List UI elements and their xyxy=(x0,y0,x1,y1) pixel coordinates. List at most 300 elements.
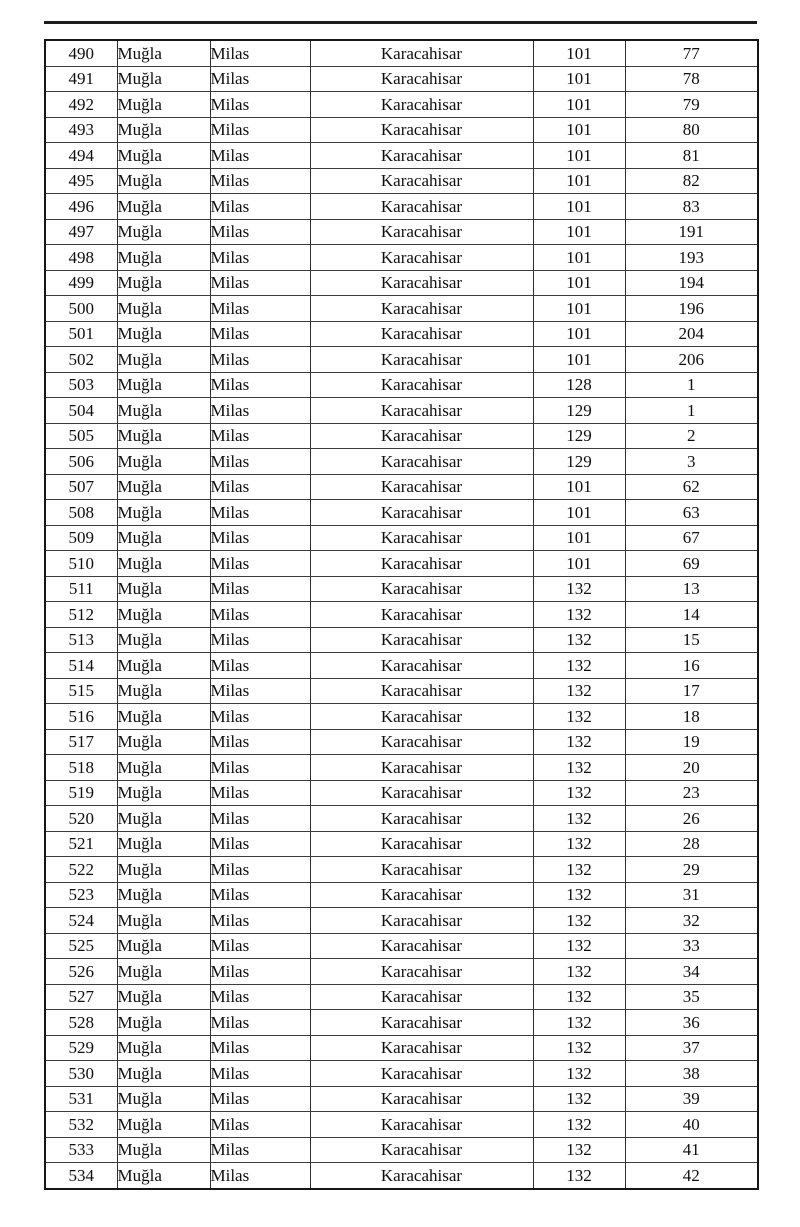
cell-district: Milas xyxy=(210,270,310,296)
cell-province: Muğla xyxy=(117,296,210,322)
cell-village: Karacahisar xyxy=(310,321,533,347)
cell-row-number: 493 xyxy=(45,117,117,143)
cell-province: Muğla xyxy=(117,627,210,653)
table-row xyxy=(45,194,758,220)
cell-province: Muğla xyxy=(117,1137,210,1163)
cell-village: Karacahisar xyxy=(310,423,533,449)
cell-district: Milas xyxy=(210,755,310,781)
cell-row-number: 513 xyxy=(45,627,117,653)
cell-parcel-number: 18 xyxy=(625,704,758,730)
cell-village: Karacahisar xyxy=(310,933,533,959)
cell-village: Karacahisar xyxy=(310,500,533,526)
cell-row-number: 508 xyxy=(45,500,117,526)
cell-district: Milas xyxy=(210,296,310,322)
cell-row-number: 528 xyxy=(45,1010,117,1036)
cell-block-number: 132 xyxy=(533,755,625,781)
cell-block-number: 132 xyxy=(533,933,625,959)
cell-province: Muğla xyxy=(117,194,210,220)
cell-province: Muğla xyxy=(117,449,210,475)
cell-district: Milas xyxy=(210,1061,310,1087)
cell-province: Muğla xyxy=(117,347,210,373)
cell-parcel-number: 34 xyxy=(625,959,758,985)
cell-province: Muğla xyxy=(117,500,210,526)
cell-village: Karacahisar xyxy=(310,270,533,296)
cell-row-number: 518 xyxy=(45,755,117,781)
cell-block-number: 101 xyxy=(533,321,625,347)
cell-block-number: 132 xyxy=(533,984,625,1010)
cell-row-number: 519 xyxy=(45,780,117,806)
cell-province: Muğla xyxy=(117,831,210,857)
cell-parcel-number: 80 xyxy=(625,117,758,143)
cell-district: Milas xyxy=(210,780,310,806)
cell-district: Milas xyxy=(210,857,310,883)
cell-block-number: 132 xyxy=(533,882,625,908)
cell-row-number: 533 xyxy=(45,1137,117,1163)
cell-village: Karacahisar xyxy=(310,1163,533,1189)
cell-block-number: 101 xyxy=(533,245,625,271)
cell-province: Muğla xyxy=(117,755,210,781)
cell-parcel-number: 78 xyxy=(625,66,758,92)
table-row xyxy=(45,117,758,143)
table-row xyxy=(45,1035,758,1061)
cell-province: Muğla xyxy=(117,959,210,985)
table-row xyxy=(45,1112,758,1138)
cell-parcel-number: 29 xyxy=(625,857,758,883)
table-row xyxy=(45,1061,758,1087)
cell-province: Muğla xyxy=(117,602,210,628)
cell-province: Muğla xyxy=(117,143,210,169)
cell-block-number: 129 xyxy=(533,398,625,424)
cell-parcel-number: 15 xyxy=(625,627,758,653)
cell-parcel-number: 204 xyxy=(625,321,758,347)
cell-block-number: 101 xyxy=(533,143,625,169)
cell-province: Muğla xyxy=(117,1035,210,1061)
cell-row-number: 529 xyxy=(45,1035,117,1061)
cell-block-number: 132 xyxy=(533,1010,625,1036)
cell-parcel-number: 194 xyxy=(625,270,758,296)
cell-parcel-number: 77 xyxy=(625,40,758,66)
cell-parcel-number: 37 xyxy=(625,1035,758,1061)
cell-village: Karacahisar xyxy=(310,627,533,653)
cell-village: Karacahisar xyxy=(310,678,533,704)
cell-district: Milas xyxy=(210,500,310,526)
cell-village: Karacahisar xyxy=(310,1010,533,1036)
table-row xyxy=(45,270,758,296)
cell-district: Milas xyxy=(210,729,310,755)
cell-district: Milas xyxy=(210,449,310,475)
cell-row-number: 492 xyxy=(45,92,117,118)
cell-district: Milas xyxy=(210,1112,310,1138)
cell-village: Karacahisar xyxy=(310,1035,533,1061)
cell-parcel-number: 32 xyxy=(625,908,758,934)
cell-row-number: 515 xyxy=(45,678,117,704)
cell-block-number: 132 xyxy=(533,1137,625,1163)
cell-row-number: 524 xyxy=(45,908,117,934)
cell-district: Milas xyxy=(210,959,310,985)
cell-row-number: 512 xyxy=(45,602,117,628)
cell-province: Muğla xyxy=(117,245,210,271)
cell-parcel-number: 81 xyxy=(625,143,758,169)
cell-parcel-number: 14 xyxy=(625,602,758,628)
table-row xyxy=(45,525,758,551)
cell-block-number: 129 xyxy=(533,423,625,449)
cell-parcel-number: 67 xyxy=(625,525,758,551)
cell-village: Karacahisar xyxy=(310,449,533,475)
cell-parcel-number: 31 xyxy=(625,882,758,908)
cell-parcel-number: 1 xyxy=(625,398,758,424)
table-row xyxy=(45,831,758,857)
cell-district: Milas xyxy=(210,602,310,628)
cell-row-number: 490 xyxy=(45,40,117,66)
cell-province: Muğla xyxy=(117,984,210,1010)
cell-parcel-number: 206 xyxy=(625,347,758,373)
cell-province: Muğla xyxy=(117,474,210,500)
cell-block-number: 101 xyxy=(533,474,625,500)
cell-province: Muğla xyxy=(117,1061,210,1087)
cell-block-number: 132 xyxy=(533,1086,625,1112)
cell-parcel-number: 69 xyxy=(625,551,758,577)
cell-row-number: 517 xyxy=(45,729,117,755)
cell-row-number: 494 xyxy=(45,143,117,169)
cell-district: Milas xyxy=(210,882,310,908)
cell-parcel-number: 23 xyxy=(625,780,758,806)
cell-village: Karacahisar xyxy=(310,1061,533,1087)
cell-province: Muğla xyxy=(117,117,210,143)
cell-province: Muğla xyxy=(117,525,210,551)
cell-row-number: 502 xyxy=(45,347,117,373)
cell-row-number: 504 xyxy=(45,398,117,424)
cell-block-number: 101 xyxy=(533,117,625,143)
cell-parcel-number: 82 xyxy=(625,168,758,194)
cell-row-number: 520 xyxy=(45,806,117,832)
cell-block-number: 132 xyxy=(533,959,625,985)
cell-province: Muğla xyxy=(117,806,210,832)
cell-village: Karacahisar xyxy=(310,296,533,322)
cell-row-number: 497 xyxy=(45,219,117,245)
cell-block-number: 132 xyxy=(533,653,625,679)
table-row xyxy=(45,1137,758,1163)
table-row xyxy=(45,551,758,577)
cell-block-number: 132 xyxy=(533,1035,625,1061)
cell-row-number: 491 xyxy=(45,66,117,92)
cell-district: Milas xyxy=(210,525,310,551)
cell-parcel-number: 191 xyxy=(625,219,758,245)
cell-province: Muğla xyxy=(117,729,210,755)
cell-village: Karacahisar xyxy=(310,551,533,577)
cell-block-number: 101 xyxy=(533,92,625,118)
cell-village: Karacahisar xyxy=(310,194,533,220)
cell-block-number: 132 xyxy=(533,831,625,857)
cell-block-number: 132 xyxy=(533,1061,625,1087)
cell-province: Muğla xyxy=(117,1010,210,1036)
cell-parcel-number: 17 xyxy=(625,678,758,704)
cell-row-number: 495 xyxy=(45,168,117,194)
cell-district: Milas xyxy=(210,1163,310,1189)
cell-province: Muğla xyxy=(117,857,210,883)
cell-district: Milas xyxy=(210,194,310,220)
cell-row-number: 499 xyxy=(45,270,117,296)
cell-village: Karacahisar xyxy=(310,219,533,245)
cell-district: Milas xyxy=(210,806,310,832)
cell-parcel-number: 26 xyxy=(625,806,758,832)
cell-parcel-number: 79 xyxy=(625,92,758,118)
cell-district: Milas xyxy=(210,372,310,398)
cell-district: Milas xyxy=(210,219,310,245)
cell-block-number: 129 xyxy=(533,449,625,475)
cell-district: Milas xyxy=(210,168,310,194)
cell-district: Milas xyxy=(210,1035,310,1061)
cell-province: Muğla xyxy=(117,423,210,449)
table-row xyxy=(45,780,758,806)
cell-village: Karacahisar xyxy=(310,831,533,857)
cell-row-number: 522 xyxy=(45,857,117,883)
cell-block-number: 132 xyxy=(533,678,625,704)
cell-parcel-number: 35 xyxy=(625,984,758,1010)
cell-row-number: 507 xyxy=(45,474,117,500)
cell-province: Muğla xyxy=(117,576,210,602)
cell-province: Muğla xyxy=(117,92,210,118)
cell-province: Muğla xyxy=(117,704,210,730)
table-row xyxy=(45,423,758,449)
cell-village: Karacahisar xyxy=(310,117,533,143)
cell-parcel-number: 193 xyxy=(625,245,758,271)
table-row xyxy=(45,627,758,653)
cell-province: Muğla xyxy=(117,1086,210,1112)
cell-parcel-number: 13 xyxy=(625,576,758,602)
table-row xyxy=(45,704,758,730)
cell-parcel-number: 1 xyxy=(625,372,758,398)
cell-parcel-number: 20 xyxy=(625,755,758,781)
cell-village: Karacahisar xyxy=(310,882,533,908)
cell-village: Karacahisar xyxy=(310,347,533,373)
cell-province: Muğla xyxy=(117,398,210,424)
table-row xyxy=(45,678,758,704)
cell-province: Muğla xyxy=(117,321,210,347)
cell-province: Muğla xyxy=(117,551,210,577)
table-row xyxy=(45,1086,758,1112)
cell-parcel-number: 38 xyxy=(625,1061,758,1087)
cell-row-number: 514 xyxy=(45,653,117,679)
cell-province: Muğla xyxy=(117,908,210,934)
cell-province: Muğla xyxy=(117,372,210,398)
cell-row-number: 510 xyxy=(45,551,117,577)
cell-district: Milas xyxy=(210,117,310,143)
table-row xyxy=(45,984,758,1010)
cell-block-number: 132 xyxy=(533,729,625,755)
cell-parcel-number: 196 xyxy=(625,296,758,322)
cell-village: Karacahisar xyxy=(310,959,533,985)
table-row xyxy=(45,729,758,755)
cell-village: Karacahisar xyxy=(310,653,533,679)
cell-parcel-number: 33 xyxy=(625,933,758,959)
cell-village: Karacahisar xyxy=(310,602,533,628)
cell-parcel-number: 63 xyxy=(625,500,758,526)
cell-district: Milas xyxy=(210,576,310,602)
cell-province: Muğla xyxy=(117,66,210,92)
cell-district: Milas xyxy=(210,653,310,679)
cell-district: Milas xyxy=(210,627,310,653)
cell-row-number: 525 xyxy=(45,933,117,959)
top-rule xyxy=(44,21,757,24)
cell-district: Milas xyxy=(210,423,310,449)
table-row xyxy=(45,1163,758,1189)
cell-village: Karacahisar xyxy=(310,143,533,169)
table-row xyxy=(45,143,758,169)
cell-village: Karacahisar xyxy=(310,372,533,398)
cell-village: Karacahisar xyxy=(310,1137,533,1163)
cell-parcel-number: 41 xyxy=(625,1137,758,1163)
cell-district: Milas xyxy=(210,245,310,271)
cell-village: Karacahisar xyxy=(310,1086,533,1112)
table-row xyxy=(45,245,758,271)
table-row xyxy=(45,882,758,908)
cell-village: Karacahisar xyxy=(310,780,533,806)
cell-row-number: 501 xyxy=(45,321,117,347)
cell-province: Muğla xyxy=(117,780,210,806)
cell-village: Karacahisar xyxy=(310,245,533,271)
cell-row-number: 498 xyxy=(45,245,117,271)
table-row xyxy=(45,576,758,602)
cell-block-number: 101 xyxy=(533,525,625,551)
cell-block-number: 101 xyxy=(533,40,625,66)
cell-province: Muğla xyxy=(117,933,210,959)
cell-village: Karacahisar xyxy=(310,857,533,883)
cell-parcel-number: 2 xyxy=(625,423,758,449)
cell-parcel-number: 36 xyxy=(625,1010,758,1036)
cell-district: Milas xyxy=(210,1137,310,1163)
table-row xyxy=(45,959,758,985)
cell-parcel-number: 28 xyxy=(625,831,758,857)
table-row xyxy=(45,806,758,832)
table-row xyxy=(45,40,758,66)
cell-row-number: 503 xyxy=(45,372,117,398)
cell-block-number: 101 xyxy=(533,500,625,526)
cell-block-number: 101 xyxy=(533,66,625,92)
cell-village: Karacahisar xyxy=(310,704,533,730)
cell-parcel-number: 16 xyxy=(625,653,758,679)
cell-row-number: 500 xyxy=(45,296,117,322)
table-row xyxy=(45,219,758,245)
cell-block-number: 132 xyxy=(533,780,625,806)
cell-district: Milas xyxy=(210,678,310,704)
table-row xyxy=(45,1010,758,1036)
cell-block-number: 101 xyxy=(533,194,625,220)
cell-district: Milas xyxy=(210,92,310,118)
cell-block-number: 101 xyxy=(533,219,625,245)
cell-row-number: 526 xyxy=(45,959,117,985)
cell-village: Karacahisar xyxy=(310,1112,533,1138)
cell-row-number: 532 xyxy=(45,1112,117,1138)
cell-row-number: 496 xyxy=(45,194,117,220)
cell-province: Muğla xyxy=(117,40,210,66)
table-row xyxy=(45,908,758,934)
cell-row-number: 505 xyxy=(45,423,117,449)
cell-province: Muğla xyxy=(117,219,210,245)
cell-block-number: 101 xyxy=(533,347,625,373)
cell-row-number: 521 xyxy=(45,831,117,857)
table-row xyxy=(45,398,758,424)
cell-parcel-number: 62 xyxy=(625,474,758,500)
cell-parcel-number: 39 xyxy=(625,1086,758,1112)
cell-district: Milas xyxy=(210,908,310,934)
cell-block-number: 132 xyxy=(533,1163,625,1189)
table-row xyxy=(45,347,758,373)
cell-row-number: 511 xyxy=(45,576,117,602)
cell-district: Milas xyxy=(210,398,310,424)
cell-block-number: 132 xyxy=(533,576,625,602)
cell-village: Karacahisar xyxy=(310,40,533,66)
cell-district: Milas xyxy=(210,321,310,347)
cell-village: Karacahisar xyxy=(310,474,533,500)
cell-row-number: 506 xyxy=(45,449,117,475)
cell-row-number: 527 xyxy=(45,984,117,1010)
cell-block-number: 132 xyxy=(533,908,625,934)
cell-block-number: 132 xyxy=(533,857,625,883)
cell-block-number: 101 xyxy=(533,551,625,577)
table-row xyxy=(45,296,758,322)
cell-province: Muğla xyxy=(117,1112,210,1138)
cell-district: Milas xyxy=(210,474,310,500)
table-row xyxy=(45,602,758,628)
cell-village: Karacahisar xyxy=(310,576,533,602)
cell-district: Milas xyxy=(210,143,310,169)
cell-parcel-number: 83 xyxy=(625,194,758,220)
table-row xyxy=(45,168,758,194)
cell-village: Karacahisar xyxy=(310,92,533,118)
cell-district: Milas xyxy=(210,831,310,857)
cell-block-number: 101 xyxy=(533,168,625,194)
cell-village: Karacahisar xyxy=(310,755,533,781)
cell-parcel-number: 19 xyxy=(625,729,758,755)
cell-village: Karacahisar xyxy=(310,729,533,755)
table-row xyxy=(45,449,758,475)
cell-district: Milas xyxy=(210,704,310,730)
cadastral-table xyxy=(44,39,759,1190)
cell-row-number: 534 xyxy=(45,1163,117,1189)
cell-province: Muğla xyxy=(117,168,210,194)
cell-block-number: 128 xyxy=(533,372,625,398)
cell-row-number: 509 xyxy=(45,525,117,551)
cell-district: Milas xyxy=(210,551,310,577)
table-row xyxy=(45,92,758,118)
cell-parcel-number: 42 xyxy=(625,1163,758,1189)
cell-district: Milas xyxy=(210,984,310,1010)
table-row xyxy=(45,474,758,500)
cell-district: Milas xyxy=(210,1086,310,1112)
cell-village: Karacahisar xyxy=(310,806,533,832)
table-row xyxy=(45,372,758,398)
cell-district: Milas xyxy=(210,1010,310,1036)
cell-district: Milas xyxy=(210,66,310,92)
cell-parcel-number: 3 xyxy=(625,449,758,475)
cell-village: Karacahisar xyxy=(310,908,533,934)
cell-district: Milas xyxy=(210,347,310,373)
cell-village: Karacahisar xyxy=(310,168,533,194)
table-row xyxy=(45,66,758,92)
cell-province: Muğla xyxy=(117,882,210,908)
cell-block-number: 132 xyxy=(533,1112,625,1138)
table-row xyxy=(45,755,758,781)
cell-village: Karacahisar xyxy=(310,66,533,92)
cell-block-number: 132 xyxy=(533,627,625,653)
cell-row-number: 530 xyxy=(45,1061,117,1087)
table-row xyxy=(45,933,758,959)
cell-block-number: 101 xyxy=(533,270,625,296)
cell-parcel-number: 40 xyxy=(625,1112,758,1138)
cell-row-number: 516 xyxy=(45,704,117,730)
cell-block-number: 132 xyxy=(533,806,625,832)
table-row xyxy=(45,857,758,883)
